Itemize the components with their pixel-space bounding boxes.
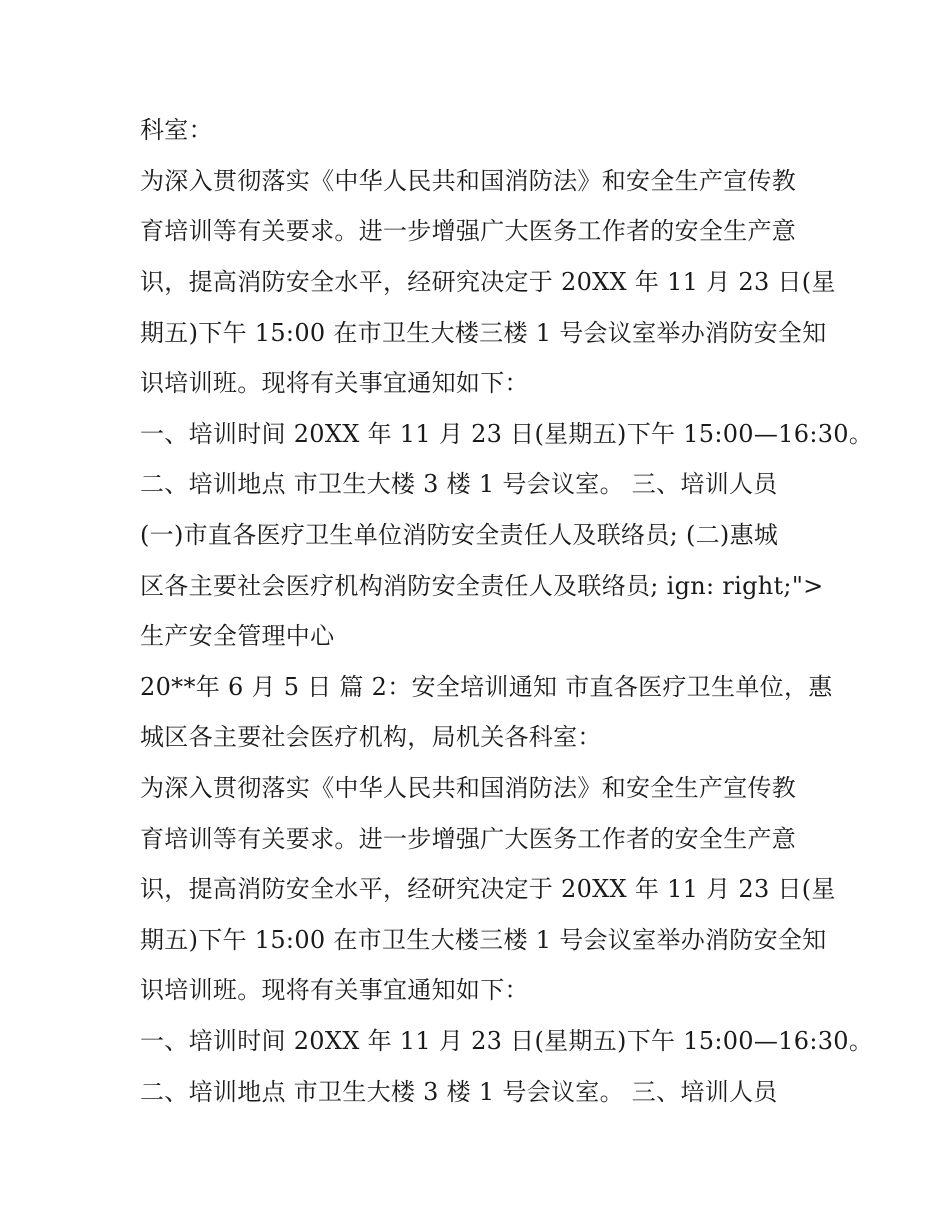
text-line: 二、培训地点 市卫生大楼 3 楼 1 号会议室。 三、培训人员 [140,1078,778,1106]
text-line: 区各主要社会医疗机构消防安全责任人及联络员; ign: right;"> [140,572,824,600]
text-line: 一、培训时间 20XX 年 11 月 23 日(星期五)下午 15:00—16:30。 [140,1027,874,1055]
text-line: 育培训等有关要求。进一步增强广大医务工作者的安全生产意 [140,217,797,245]
text-line: 识培训班。现将有关事宜通知如下： [140,369,529,397]
text-line: 生产安全管理中心 [140,622,335,650]
text-line: 一、培训时间 20XX 年 11 月 23 日(星期五)下午 15:00—16:30。 [140,420,874,448]
text-line: 二、培训地点 市卫生大楼 3 楼 1 号会议室。 三、培训人员 [140,470,778,498]
text-line: 期五)下午 15:00 在市卫生大楼三楼 1 号会议室举办消防安全知 [140,926,827,954]
text-line: 育培训等有关要求。进一步增强广大医务工作者的安全生产意 [140,825,797,853]
text-line: 识，提高消防安全水平，经研究决定于 20XX 年 11 月 23 日(星 [140,268,836,296]
text-line: 城区各主要社会医疗机构，局机关各科室： [140,723,602,751]
text-line: 为深入贯彻落实《中华人民共和国消防法》和安全生产宣传教 [140,774,797,802]
text-line: 识，提高消防安全水平，经研究决定于 20XX 年 11 月 23 日(星 [140,875,836,903]
text-line: (一)市直各医疗卫生单位消防安全责任人及联络员; (二)惠城 [140,521,779,549]
text-line: 期五)下午 15:00 在市卫生大楼三楼 1 号会议室举办消防安全知 [140,319,827,347]
text-line: 科室： [140,116,213,144]
text-line: 识培训班。现将有关事宜通知如下： [140,976,529,1004]
text-line: 20**年 6 月 5 日 篇 2：安全培训通知 市直各医疗卫生单位，惠 [140,673,833,701]
text-line: 为深入贯彻落实《中华人民共和国消防法》和安全生产宣传教 [140,167,797,195]
